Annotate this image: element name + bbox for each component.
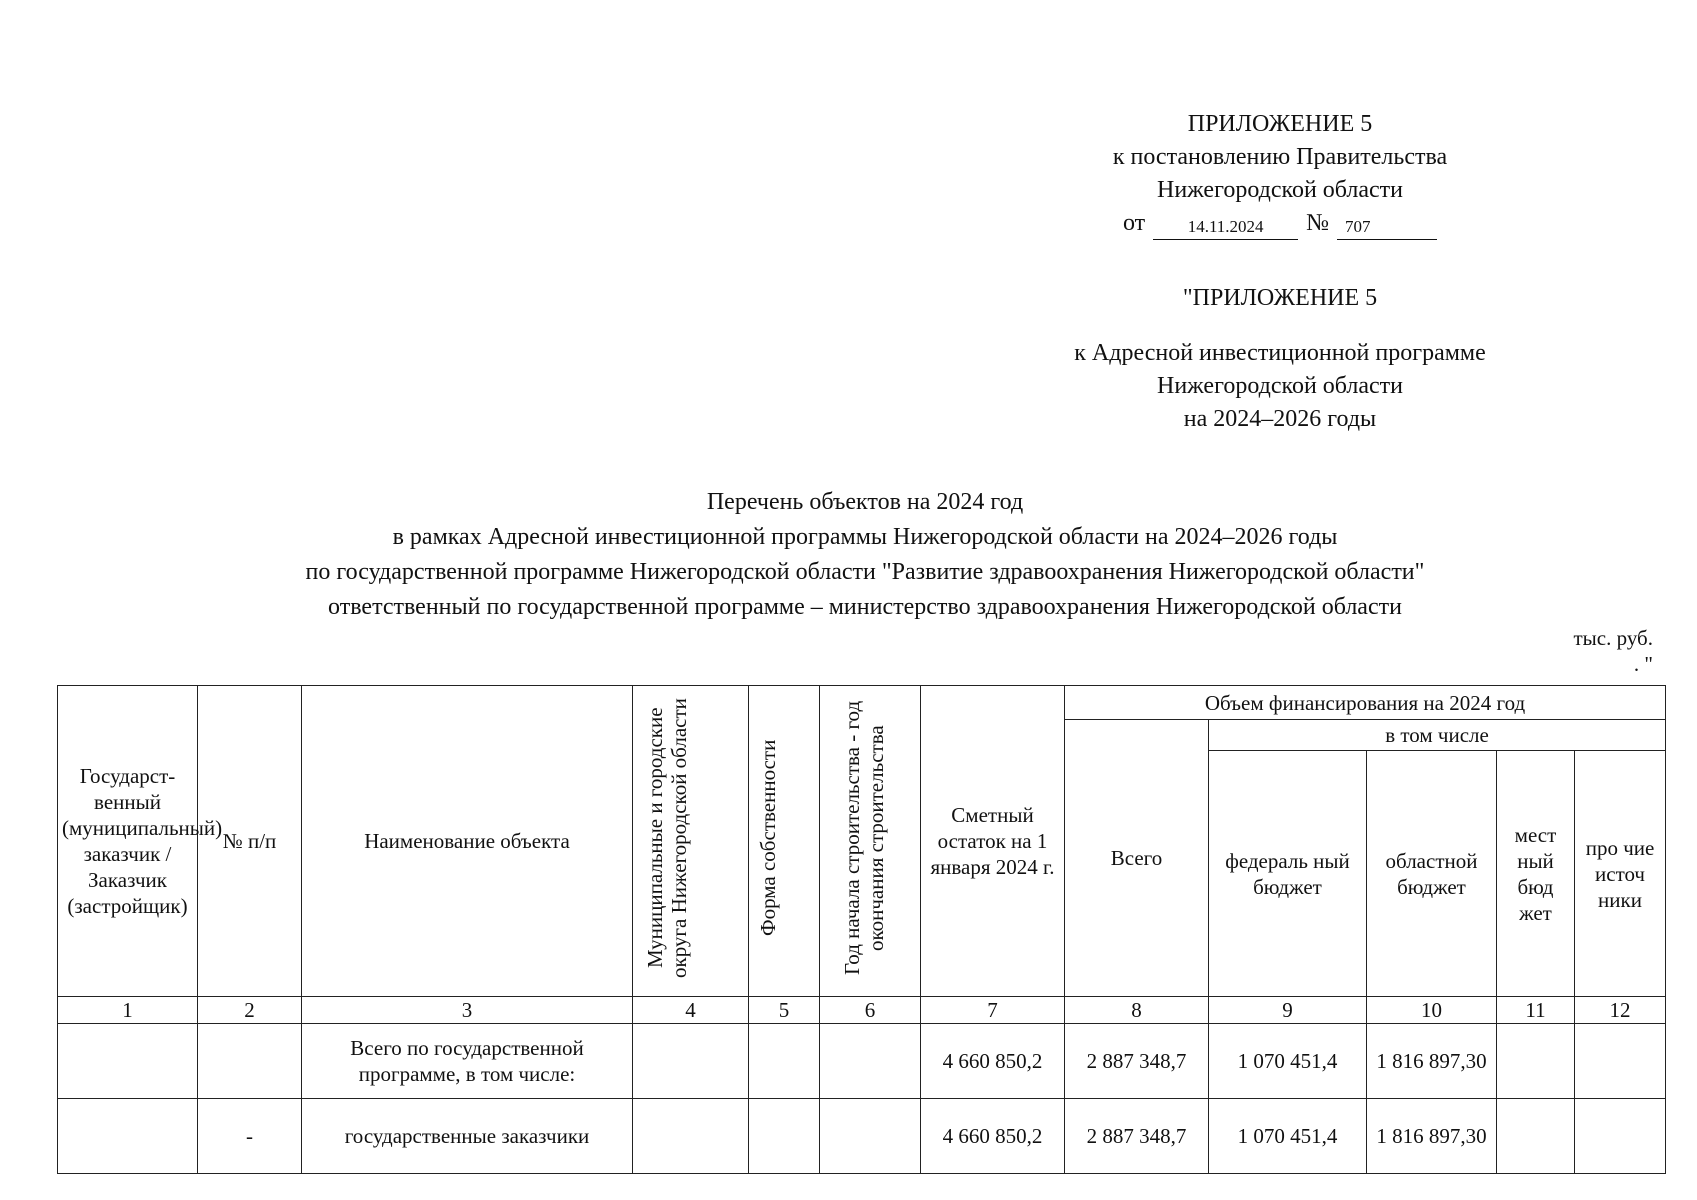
cell-regional: 1 816 897,30 bbox=[1367, 1099, 1497, 1174]
header-ownership-cell bbox=[749, 686, 820, 997]
header-total: Всего bbox=[1065, 720, 1209, 997]
column-number: 3 bbox=[302, 997, 633, 1024]
cell-total: 2 887 348,7 bbox=[1065, 1099, 1209, 1174]
header-districts: Муниципальные и городские округа Нижегородской области bbox=[642, 698, 691, 978]
cell-years bbox=[820, 1024, 921, 1099]
list-title-line-2: в рамках Адресной инвестиционной программы Нижегородской области на 2024–2026 годы bbox=[392, 524, 1338, 550]
column-number: 12 bbox=[1575, 997, 1666, 1024]
table-row bbox=[58, 1099, 1666, 1174]
header-financing: Объем финансирования на 2024 год bbox=[1065, 686, 1666, 720]
header-estimate: Сметный остаток на 1 января 2024 г. bbox=[921, 686, 1065, 997]
currency-unit: тыс. руб. bbox=[1573, 626, 1653, 650]
header-federal: федераль ный бюджет bbox=[1209, 751, 1367, 997]
column-number: 11 bbox=[1497, 997, 1575, 1024]
list-title bbox=[160, 485, 1570, 625]
cell-customer bbox=[58, 1024, 198, 1099]
appendix-line-1: к постановлению Правительства bbox=[1112, 144, 1448, 170]
header-years-cell bbox=[820, 686, 921, 997]
program-appendix-title: "ПРИЛОЖЕНИЕ 5 bbox=[1182, 285, 1378, 311]
header-object-name: Наименование объекта bbox=[302, 686, 633, 997]
cell-estimate: 4 660 850,2 bbox=[921, 1099, 1065, 1174]
appendix-header bbox=[1020, 108, 1540, 240]
decree-number: 707 bbox=[1337, 215, 1437, 240]
list-title-line-4: ответственный по государственной программе – министерство здравоохранения Нижегородской области bbox=[328, 594, 1402, 620]
column-number: 1 bbox=[58, 997, 198, 1024]
appendix-title: ПРИЛОЖЕНИЕ 5 bbox=[1187, 111, 1373, 137]
cell-object-name: Всего по государственной программе, в том числе: bbox=[302, 1024, 633, 1099]
cell-number bbox=[198, 1024, 302, 1099]
cell-local bbox=[1497, 1099, 1575, 1174]
column-number: 7 bbox=[921, 997, 1065, 1024]
program-appendix-line-2: Нижегородской области bbox=[1156, 373, 1404, 399]
program-appendix bbox=[1020, 337, 1540, 436]
column-numbers-row bbox=[58, 997, 1666, 1024]
header-years: Год начала строительства - год окончания строительства bbox=[840, 700, 888, 976]
header-number: № п/п bbox=[198, 686, 302, 997]
column-number: 2 bbox=[198, 997, 302, 1024]
column-number: 4 bbox=[633, 997, 749, 1024]
header-local: мест ный бюд жет bbox=[1497, 751, 1575, 997]
header-districts-cell bbox=[633, 686, 749, 997]
cell-ownership bbox=[749, 1099, 820, 1174]
quote-close: . " bbox=[1633, 652, 1653, 676]
cell-regional: 1 816 897,30 bbox=[1367, 1024, 1497, 1099]
header-other: про чие источ ники bbox=[1575, 751, 1666, 997]
header-customer: Государст-венный (муниципальный) заказчик / Заказчик (застройщик) bbox=[58, 686, 198, 997]
column-number: 5 bbox=[749, 997, 820, 1024]
list-title-line-3: по государственной программе Нижегородской области "Развитие здравоохранения Нижегородской области" bbox=[305, 559, 1425, 585]
number-sign: № bbox=[1306, 210, 1330, 236]
cell-local bbox=[1497, 1024, 1575, 1099]
column-number: 9 bbox=[1209, 997, 1367, 1024]
program-appendix-line-3: на 2024–2026 годы bbox=[1183, 406, 1377, 432]
header-including: в том числе bbox=[1209, 720, 1666, 751]
appendix-line-2: Нижегородской области bbox=[1156, 177, 1404, 203]
program-appendix-line-1: к Адресной инвестиционной программе bbox=[1074, 340, 1486, 366]
table-row bbox=[58, 1024, 1666, 1099]
decree-date: 14.11.2024 bbox=[1153, 215, 1298, 240]
cell-district bbox=[633, 1099, 749, 1174]
column-number: 10 bbox=[1367, 997, 1497, 1024]
cell-district bbox=[633, 1024, 749, 1099]
cell-estimate: 4 660 850,2 bbox=[921, 1024, 1065, 1099]
list-title-line-1: Перечень объектов на 2024 год bbox=[706, 489, 1024, 515]
cell-other bbox=[1575, 1099, 1666, 1174]
objects-table bbox=[57, 685, 1666, 1174]
cell-years bbox=[820, 1099, 921, 1174]
cell-number: - bbox=[198, 1099, 302, 1174]
cell-other bbox=[1575, 1024, 1666, 1099]
cell-total: 2 887 348,7 bbox=[1065, 1024, 1209, 1099]
cell-object-name: государственные заказчики bbox=[302, 1099, 633, 1174]
cell-ownership bbox=[749, 1024, 820, 1099]
date-prefix: от bbox=[1122, 210, 1146, 236]
header-ownership: Форма собственности bbox=[756, 739, 780, 937]
cell-federal: 1 070 451,4 bbox=[1209, 1024, 1367, 1099]
header-regional: областной бюджет bbox=[1367, 751, 1497, 997]
appendix-date-line bbox=[1020, 207, 1540, 240]
cell-federal: 1 070 451,4 bbox=[1209, 1099, 1367, 1174]
cell-customer bbox=[58, 1099, 198, 1174]
column-number: 6 bbox=[820, 997, 921, 1024]
column-number: 8 bbox=[1065, 997, 1209, 1024]
